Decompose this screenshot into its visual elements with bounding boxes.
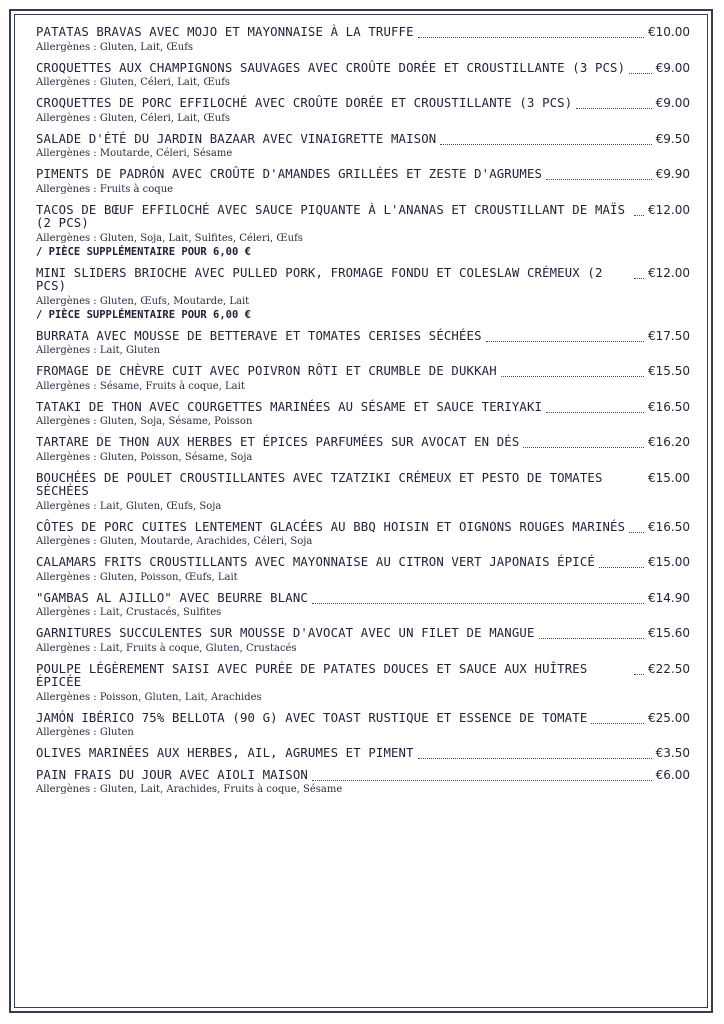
dot-leader bbox=[486, 330, 644, 342]
menu-item bbox=[36, 592, 690, 620]
allergens-text: Allergènes : Gluten, Soja, Sésame, Poisson bbox=[36, 416, 253, 427]
dish-name: POULPE LÉGÈREMENT SAISI AVEC PURÉE DE PATATES DOUCES ET SAUCE AUX HUÎTRES ÉPICÉE bbox=[36, 661, 588, 689]
dish-price: €16.50 bbox=[648, 399, 690, 414]
dish-name: PAIN FRAIS DU JOUR AVEC AIOLI MAISON bbox=[36, 767, 308, 782]
menu-item bbox=[36, 168, 690, 196]
menu-item-row bbox=[36, 769, 690, 783]
dot-leader bbox=[634, 663, 644, 675]
allergens-text: Allergènes : Lait, Fruits à coque, Gluten, Crustacés bbox=[36, 642, 297, 654]
dish-price: €9.90 bbox=[655, 167, 690, 181]
menu-item bbox=[36, 712, 690, 740]
menu-item bbox=[36, 521, 690, 549]
dish-name: CALAMARS FRITS CROUSTILLANTS AVEC MAYONNAISE AU CITRON VERT JAPONAIS ÉPICÉ bbox=[36, 555, 595, 569]
dish-price: €14.90 bbox=[648, 590, 690, 605]
menu-item bbox=[36, 401, 690, 429]
dish-name: PATATAS BRAVAS AVEC MOJO ET MAYONNAISE À LA TRUFFE bbox=[36, 25, 414, 39]
menu-item-row bbox=[36, 401, 690, 415]
allergens-text: Allergènes : Gluten, Lait, Arachides, Fruits à coque, Sésame bbox=[36, 784, 343, 795]
dish-price: €12.00 bbox=[648, 265, 690, 280]
menu-item-row bbox=[36, 712, 690, 726]
allergens-text: Allergènes : Lait, Gluten, Œufs, Soja bbox=[36, 500, 222, 512]
dot-leader bbox=[546, 168, 652, 180]
dish-price: €6.00 bbox=[655, 767, 690, 782]
dish-name: BURRATA AVEC MOUSSE DE BETTERAVE ET TOMATES CERISES SÉCHÉES bbox=[36, 328, 482, 343]
allergens-text: Allergènes : Gluten, Lait, Œufs bbox=[36, 41, 194, 53]
dish-name: SALADE D'ÉTÉ DU JARDIN BAZAAR AVEC VINAIGRETTE MAISON bbox=[36, 131, 437, 146]
dish-price: €12.00 bbox=[648, 202, 690, 217]
menu-item bbox=[36, 133, 690, 161]
menu-item-row bbox=[36, 627, 690, 641]
menu-item bbox=[36, 97, 690, 125]
menu-item bbox=[36, 267, 690, 322]
dish-price: €16.20 bbox=[648, 435, 690, 449]
allergens-text: Allergènes : Lait, Crustacés, Sulfites bbox=[36, 607, 222, 618]
allergens-text: Allergènes : Lait, Gluten bbox=[36, 345, 161, 356]
menu-item bbox=[36, 663, 690, 704]
dish-name: TATAKI DE THON AVEC COURGETTES MARINÉES AU SÉSAME ET SAUCE TERIYAKI bbox=[36, 399, 543, 414]
dish-price: €15.00 bbox=[648, 555, 690, 569]
dish-name: TACOS DE BŒUF EFFILOCHÉ AVEC SAUCE PIQUANTE À L'ANANAS ET CROUSTILLANT DE MAÏS (2 PCS) bbox=[36, 202, 626, 230]
menu-item-row bbox=[36, 168, 690, 182]
dish-name: CROQUETTES DE PORC EFFILOCHÉ AVEC CROÛTE DORÉE ET CROUSTILLANTE (3 PCS) bbox=[36, 96, 573, 110]
dish-name: CÔTES DE PORC CUITES LENTEMENT GLACÉES AU BBQ HOISIN ET OIGNONS ROUGES MARINÉS bbox=[36, 519, 626, 534]
menu-item bbox=[36, 556, 690, 584]
dish-price: €25.00 bbox=[648, 710, 690, 725]
dot-leader bbox=[418, 747, 652, 759]
menu-list bbox=[36, 26, 690, 804]
menu-item-row bbox=[36, 26, 690, 40]
allergens-text: Allergènes : Poisson, Gluten, Lait, Arachides bbox=[36, 691, 262, 703]
dot-leader bbox=[634, 204, 644, 216]
menu-item bbox=[36, 62, 690, 90]
dish-price: €15.00 bbox=[648, 470, 690, 485]
dish-price: €9.50 bbox=[655, 131, 690, 146]
menu-item-row bbox=[36, 556, 690, 570]
menu-item bbox=[36, 26, 690, 54]
allergens-text: Allergènes : Gluten, Poisson, Œufs, Lait bbox=[36, 571, 238, 583]
extra-piece-note: / PIÈCE SUPPLÉMENTAIRE POUR 6,00 € bbox=[36, 308, 251, 321]
allergens-text: Allergènes : Fruits à coque bbox=[36, 183, 174, 195]
dot-leader bbox=[599, 556, 644, 568]
dish-name: FROMAGE DE CHÈVRE CUIT AVEC POIVRON RÔTI ET CRUMBLE DE DUKKAH bbox=[36, 364, 497, 378]
menu-item-row bbox=[36, 97, 690, 111]
menu-item-row bbox=[36, 747, 690, 761]
dot-leader bbox=[634, 472, 644, 484]
dish-price: €9.00 bbox=[655, 60, 690, 75]
allergens-text: Allergènes : Gluten bbox=[36, 727, 134, 738]
dot-leader bbox=[501, 365, 644, 377]
menu-item bbox=[36, 330, 690, 358]
allergens-text: Allergènes : Gluten, Poisson, Sésame, Soja bbox=[36, 451, 253, 463]
dish-name: TARTARE DE THON AUX HERBES ET ÉPICES PARFUMÉES SUR AVOCAT EN DÉS bbox=[36, 435, 520, 449]
allergens-text: Allergènes : Gluten, Céleri, Lait, Œufs bbox=[36, 77, 231, 88]
menu-item bbox=[36, 627, 690, 655]
allergens-text: Allergènes : Gluten, Soja, Lait, Sulfites, Céleri, Œufs bbox=[36, 232, 303, 244]
menu-item-row bbox=[36, 62, 690, 76]
dot-leader bbox=[440, 133, 651, 145]
dish-price: €10.00 bbox=[648, 25, 690, 39]
menu-item bbox=[36, 436, 690, 464]
menu-item bbox=[36, 472, 690, 513]
menu-item bbox=[36, 365, 690, 393]
allergens-text: Allergènes : Sésame, Fruits à coque, Lait bbox=[36, 380, 245, 392]
menu-item-row bbox=[36, 330, 690, 344]
menu-item bbox=[36, 769, 690, 797]
dot-leader bbox=[634, 267, 644, 279]
allergens-text: Allergènes : Gluten, Moutarde, Arachides, Céleri, Soja bbox=[36, 536, 313, 547]
menu-item-row bbox=[36, 133, 690, 147]
menu-item bbox=[36, 747, 690, 761]
dot-leader bbox=[629, 521, 644, 533]
allergens-text: Allergènes : Gluten, Céleri, Lait, Œufs bbox=[36, 112, 231, 124]
dot-leader bbox=[418, 26, 644, 38]
dot-leader bbox=[539, 627, 644, 639]
extra-piece-note: / PIÈCE SUPPLÉMENTAIRE POUR 6,00 € bbox=[36, 245, 251, 258]
dish-name: OLIVES MARINÉES AUX HERBES, AIL, AGRUMES ET PIMENT bbox=[36, 746, 414, 760]
dish-name: BOUCHÉES DE POULET CROUSTILLANTES AVEC TZATZIKI CRÉMEUX ET PESTO DE TOMATES SÉCHÉES bbox=[36, 470, 603, 498]
menu-item-row bbox=[36, 663, 690, 690]
dish-price: €16.50 bbox=[648, 519, 690, 534]
dish-price: €15.50 bbox=[648, 364, 690, 378]
menu-item-row bbox=[36, 436, 690, 450]
dish-name: PIMENTS DE PADRÓN AVEC CROÛTE D'AMANDES GRILLÉES ET ZESTE D'AGRUMES bbox=[36, 167, 543, 181]
dish-name: JAMÓN IBÉRICO 75% BELLOTA (90 G) AVEC TOAST RUSTIQUE ET ESSENCE DE TOMATE bbox=[36, 710, 588, 725]
dot-leader bbox=[546, 401, 644, 413]
menu-item-row bbox=[36, 472, 690, 499]
dish-name: "GAMBAS AL AJILLO" AVEC BEURRE BLANC bbox=[36, 590, 308, 605]
dot-leader bbox=[312, 769, 652, 781]
dish-price: €9.00 bbox=[655, 96, 690, 110]
dot-leader bbox=[523, 436, 644, 448]
dish-name: CROQUETTES AUX CHAMPIGNONS SAUVAGES AVEC CROÛTE DORÉE ET CROUSTILLANTE (3 PCS) bbox=[36, 60, 626, 75]
allergens-text: Allergènes : Gluten, Œufs, Moutarde, Lait bbox=[36, 295, 250, 307]
dish-price: €22.50 bbox=[648, 661, 690, 676]
menu-item-row bbox=[36, 521, 690, 535]
menu-item bbox=[36, 204, 690, 259]
dish-price: €3.50 bbox=[655, 746, 690, 760]
menu-item-row bbox=[36, 365, 690, 379]
dish-name: MINI SLIDERS BRIOCHE AVEC PULLED PORK, FROMAGE FONDU ET COLESLAW CRÉMEUX (2 PCS) bbox=[36, 265, 603, 293]
dot-leader bbox=[629, 62, 651, 74]
dot-leader bbox=[312, 592, 644, 604]
dish-price: €15.60 bbox=[648, 626, 690, 640]
allergens-text: Allergènes : Moutarde, Céleri, Sésame bbox=[36, 148, 233, 159]
dot-leader bbox=[591, 712, 644, 724]
dish-name: GARNITURES SUCCULENTES SUR MOUSSE D'AVOCAT AVEC UN FILET DE MANGUE bbox=[36, 626, 535, 640]
dish-price: €17.50 bbox=[648, 328, 690, 343]
menu-item-row bbox=[36, 267, 690, 294]
menu-item-row bbox=[36, 592, 690, 606]
dot-leader bbox=[576, 97, 651, 109]
menu-item-row bbox=[36, 204, 690, 231]
